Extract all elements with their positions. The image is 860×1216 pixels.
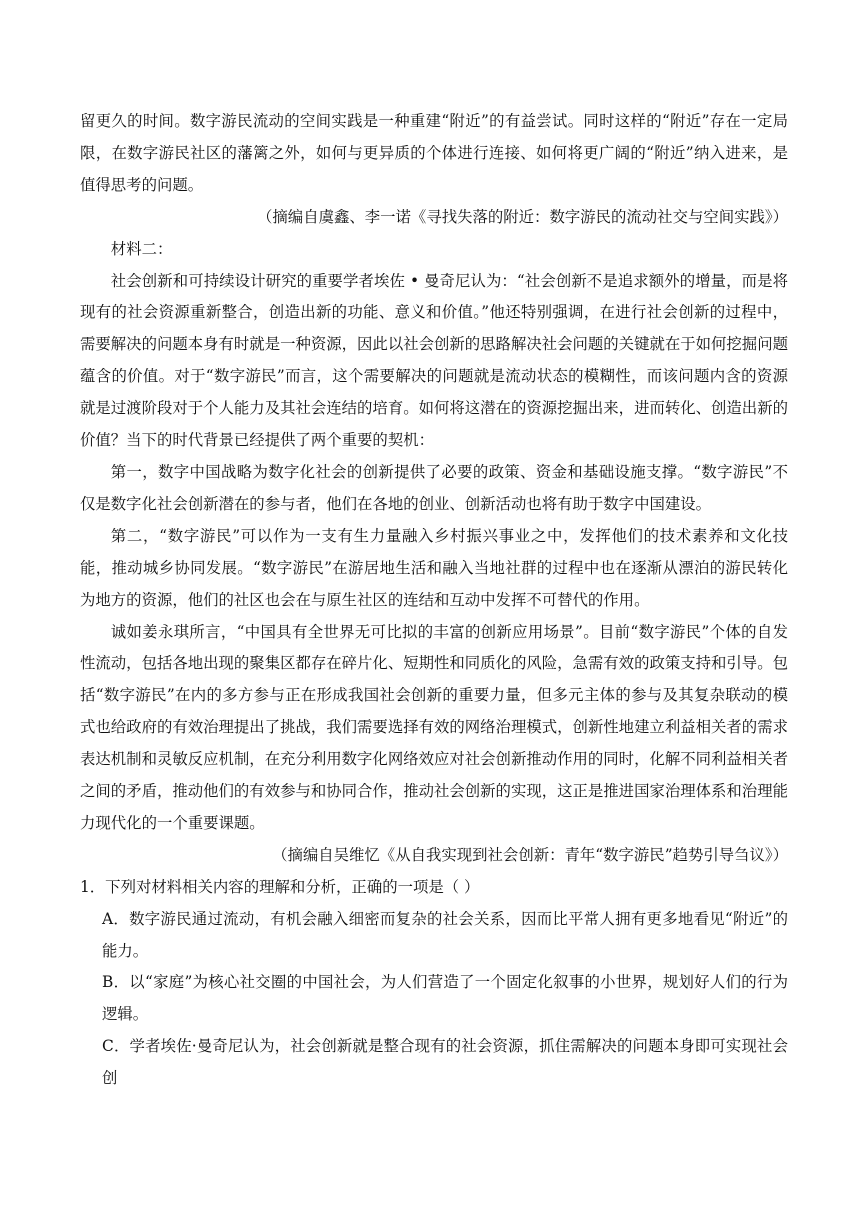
material2-heading: 材料二： xyxy=(110,239,173,258)
material2-paragraph-4: 诚如姜永琪所言，“中国具有全世界无可比拟的丰富的创新应用场景”。目前“数字游民”个体的自发性流动，包括各地出现的聚集区都存在碎片化、短期性和同质化的风险，急需有效的政策支持和引导。包括“数字游民”在内的多方参与正在形成我国社会创新的重要力量，但多元主体的参与及其复杂联动的模式也给政府的有效治理提出了挑战，我们需要选择有效的网络治理模式，创新性地建立利益相关者的需求表达机制和灵敏反应机制，在充分利用数字化网络效应对社会创新推动作用的同时，化解不同利益相关者之间的矛盾，推动他们的有效参与和协同合作，推动社会创新的实现，这正是推进国家治理体系和治理能力现代化的一个重要课题。 xyxy=(80,622,788,832)
question-1-option-b: B．以“家庭”为核心社交圈的中国社会，为人们营造了一个固定化叙事的小世界，规划好人们的行为逻辑。 xyxy=(102,973,788,1024)
question-1-option-c: C．学者埃佐·曼奇尼认为，社会创新就是整合现有的社会资源，抓住需解决的问题本身即可实现社会创 xyxy=(102,1037,788,1088)
source-citation-2: （摘编自吴维忆《从自我实现到社会创新：青年“数字游民”趋势引导刍议》） xyxy=(272,845,788,864)
material2-paragraph-3: 第二，“数字游民”可以作为一支有生力量融入乡村振兴事业之中，发挥他们的技术素养和文化技能，推动城乡协同发展。“数字游民”在游居地生活和融入当地社群的过程中也在逐渐从漂泊的游民转化为地方的资源，他们的社区也会在与原生社区的连结和互动中发挥不可替代的作用。 xyxy=(80,526,788,609)
question-1-option-a: A．数字游民通过流动，有机会融入细密而复杂的社会关系，因而比平常人拥有更多地看见“附近”的能力。 xyxy=(102,909,788,960)
source-citation-1: （摘编自虞鑫、李一诺《寻找失落的附近：数字游民的流动社交与空间实践》） xyxy=(257,207,788,226)
material1-paragraph-tail: 留更久的时间。数字游民流动的空间实践是一种重建“附近”的有益尝试。同时这样的“附近”存在一定局限，在数字游民社区的藩篱之外，如何与更异质的个体进行连接、如何将更广阔的“附近”纳入进来，是值得思考的问题。 xyxy=(80,112,788,194)
question-1-stem: 1．下列对材料相关内容的理解和分析，正确的一项是（ ） xyxy=(80,877,480,896)
material2-paragraph-1: 社会创新和可持续设计研究的重要学者埃佐 • 曼奇尼认为：“社会创新不是追求额外的增量，而是将现有的社会资源重新整合，创造出新的功能、意义和价值。”他还特别强调，在进行社会创新的过程中，需要解决的问题本身有时就是一种资源，因此以社会创新的思路解决社会问题的关键就在于如何挖掘问题蕴含的价值。对于“数字游民”而言，这个需要解决的问题就是流动状态的模糊性，而该问题内含的资源就是过渡阶段对于个人能力及其社会连结的培育。如何将这潜在的资源挖掘出来，进而转化、创造出新的价值？当下的时代背景已经提供了两个重要的契机： xyxy=(80,271,788,450)
material2-paragraph-2: 第一，数字中国战略为数字化社会的创新提供了必要的政策、资金和基础设施支撑。“数字游民”不仅是数字化社会创新潜在的参与者，他们在各地的创业、创新活动也将有助于数字中国建设。 xyxy=(80,462,788,513)
